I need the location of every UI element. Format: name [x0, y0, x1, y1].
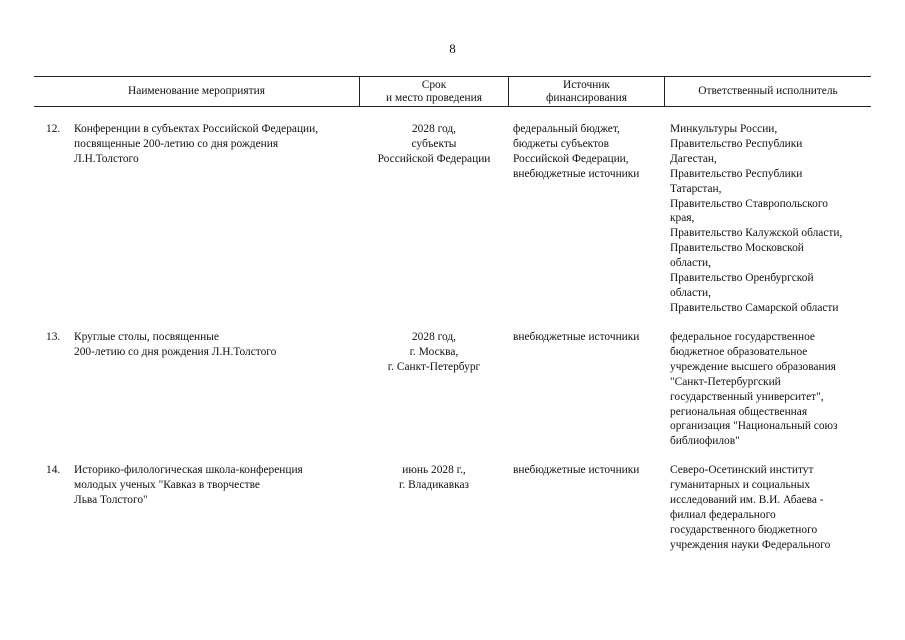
row-number: 12. [46, 123, 61, 135]
header-term: Срок и место проведения [386, 78, 482, 104]
row-name: Круглые столы, посвященные 200-летию со дня рождения Л.Н.Толстого [74, 331, 277, 358]
row-term: 2028 год, субъекты Российской Федерации [377, 123, 491, 165]
page-number: 8 [449, 41, 456, 56]
row-number: 13. [46, 331, 61, 343]
table-header-bottom-rule [34, 106, 871, 107]
row-executor: федеральное государственное бюджетное образовательное учреждение высшего образования "Санкт-Петербургский государственный университет", региональная общественная организация "Национальный союз библиофилов" [670, 331, 838, 448]
row-term: июнь 2028 г., г. Владикавказ [398, 464, 470, 491]
row-executor: Северо-Осетинский институт гуманитарных и социальных исследований им. В.И. Абаева - филиал федерального государственного бюджетного учреждения науки Федерального [670, 464, 831, 551]
row-source: внебюджетные источники [513, 464, 640, 476]
row-source: внебюджетные источники [513, 331, 640, 343]
header-source: Источник финансирования [546, 78, 627, 104]
row-executor: Минкультуры России, Правительство Республики Дагестан, Правительство Республики Татарстан, Правительство Ставропольского края, Правительство Калужской области, Правительство Московской области, Правительство Оренбургской области, Правительство Самарской области [670, 123, 843, 314]
row-name: Конференции в субъектах Российской Федерации, посвященные 200-летию со дня рождения Л.Н.Толстого [74, 123, 319, 165]
row-source: федеральный бюджет, бюджеты субъектов Российской Федерации, внебюджетные источники [513, 123, 640, 180]
row-term: 2028 год, г. Москва, г. Санкт-Петербург [387, 331, 481, 373]
row-number: 14. [46, 464, 61, 476]
header-name: Наименование мероприятия [128, 85, 265, 97]
row-name: Историко-филологическая школа-конференция молодых ученых "Кавказ в творчестве Льва Толстого" [74, 464, 303, 506]
header-executor: Ответственный исполнитель [698, 85, 838, 97]
